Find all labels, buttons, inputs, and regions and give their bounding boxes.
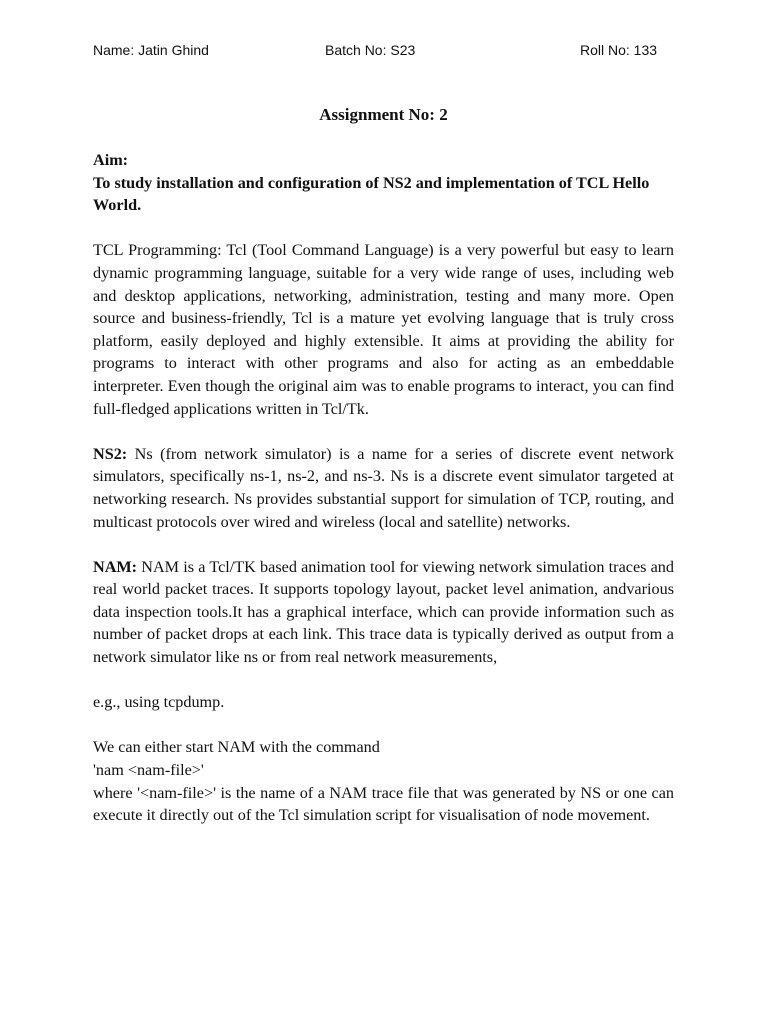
ns2-text: Ns (from network simulator) is a name for a series of discrete event network simulators, specifically ns-1, ns-2, and ns-3. Ns is a discrete event simulator targeted at networking research. Ns provides substantial support for simulation of TCP, routing, and multicast protocols over wired and wireless (local and satellite) networks. — [93, 444, 674, 531]
example-line: e.g., using tcpdump. — [93, 693, 225, 712]
nam-usage-block — [93, 736, 674, 826]
usage-command: 'nam <nam-file>' — [93, 761, 204, 780]
nam-label: NAM: — [93, 557, 138, 576]
nam-paragraph — [93, 556, 674, 669]
page-header — [93, 42, 675, 62]
aim-text: To study installation and configuration of NS2 and implementation of TCL Hello World. — [93, 173, 650, 215]
student-name: Name: Jatin Ghind — [93, 42, 209, 58]
document-body — [93, 103, 674, 827]
aim-label: Aim: — [93, 151, 129, 169]
tcl-paragraph: TCL Programming: Tcl (Tool Command Language) is a very powerful but easy to learn dynamic programming language, suitable for a very wide range of uses, including web and desktop applications, networking, administration, testing and many more. Open source and business-friendly, Tcl is a mature yet evolving language that is truly cross platform, easily deployed and highly extensible. It aims at providing the ability for programs to interact with other programs and also for acting as an embeddable interpreter. Even though the original aim was to enable programs to interact, you can find full-fledged applications written in Tcl/Tk. — [93, 241, 674, 418]
usage-description: where '<nam-file>' is the name of a NAM trace file that was generated by NS or one can execute it directly out of the Tcl simulation script for visualisation of node movement. — [93, 783, 674, 825]
usage-line-1: We can either start NAM with the command — [93, 738, 380, 757]
roll-number: Roll No: 133 — [580, 42, 658, 58]
nam-text: NAM is a Tcl/TK based animation tool for viewing network simulation traces and real world packet traces. It supports topology layout, packet level animation, andvarious data inspection tools.It has a graphical interface, which can provide information such as number of packet drops at each link. This trace data is typically derived as output from a network simulator like ns or from real network measurements, — [93, 557, 674, 667]
ns2-paragraph — [93, 443, 674, 533]
assignment-title: Assignment No: 2 — [319, 105, 448, 124]
ns2-label: NS2: — [93, 444, 128, 463]
batch-number: Batch No: S23 — [325, 42, 416, 58]
